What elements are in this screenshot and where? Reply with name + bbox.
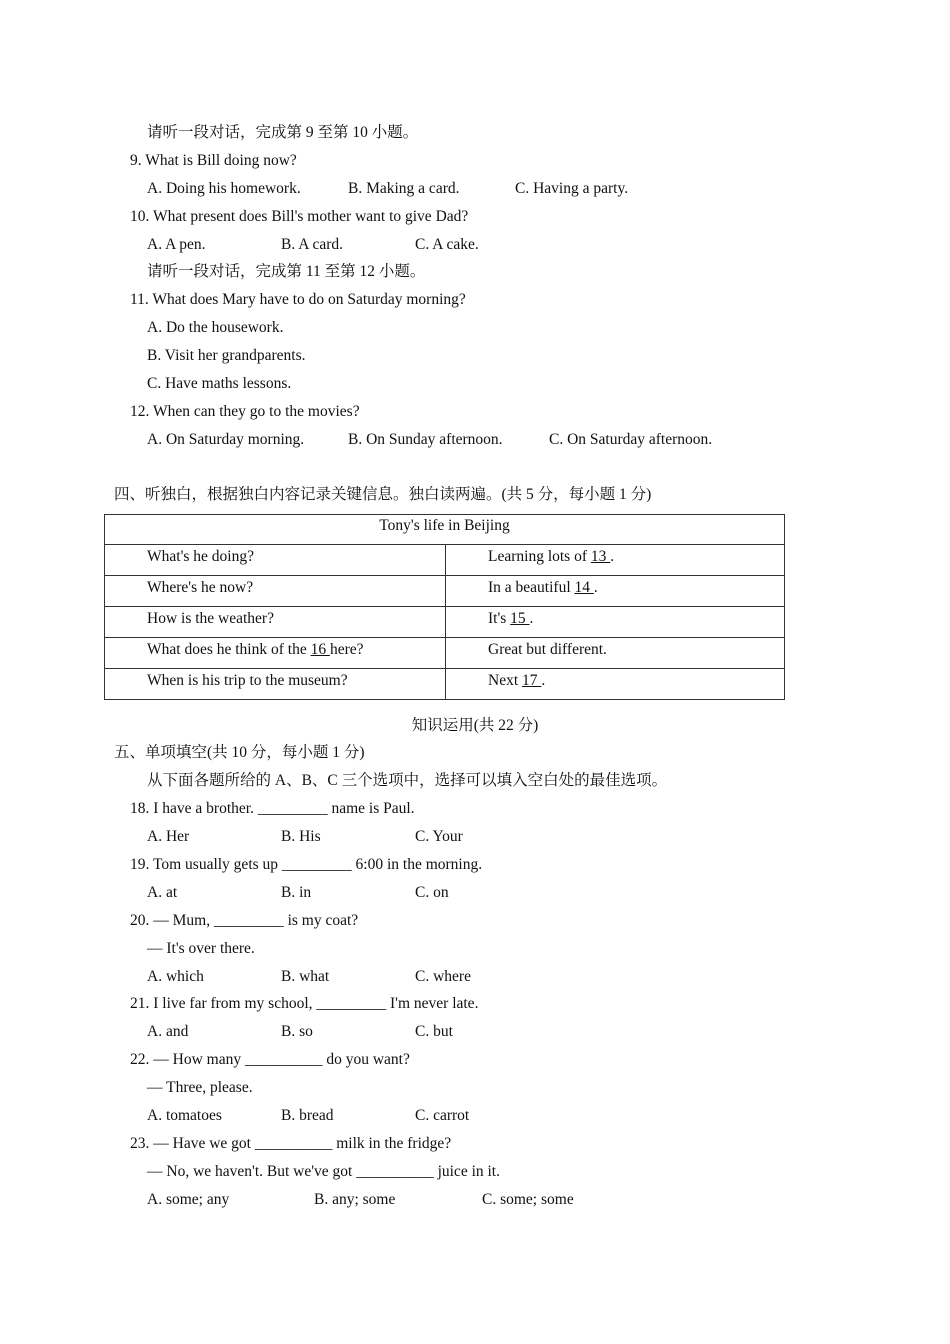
question-20: 20. — Mum, _________ is my coat? — [130, 912, 359, 929]
question-18: 18. I have a brother. _________ name is Paul. — [130, 800, 415, 817]
blank-15: 15 — [510, 610, 530, 627]
q23-option-a: A. some; any — [147, 1191, 230, 1208]
question-11: 11. What does Mary have to do on Saturday morning? — [130, 291, 466, 308]
q23-reply: — No, we haven't. But we've got __________ juice in it. — [147, 1163, 500, 1180]
q21-option-a: A. and — [147, 1023, 189, 1040]
q20-option-b: B. what — [281, 968, 330, 985]
table-answer: In a beautiful 14 . — [446, 576, 785, 607]
table-title-row — [105, 515, 785, 545]
q9-option-a: A. Doing his homework. — [147, 180, 301, 197]
q23-option-b: B. any; some — [314, 1191, 396, 1208]
blank-13: 13 — [590, 548, 611, 565]
table-question: What does he think of the 16 here? — [105, 638, 446, 669]
q21-option-c: C. but — [415, 1023, 453, 1040]
table-row — [105, 638, 785, 669]
question-10: 10. What present does Bill's mother want to give Dad? — [130, 208, 469, 225]
q9-option-c: C. Having a party. — [515, 180, 629, 197]
q19-option-a: A. at — [147, 884, 178, 901]
q22-reply: — Three, please. — [147, 1079, 253, 1096]
q11-option-a: A. Do the housework. — [147, 319, 284, 336]
section-4-heading: 四、听独白，根据独白内容记录关键信息。独白读两遍。(共 5 分，每小题 1 分) — [114, 486, 652, 503]
table-answer: It's 15 . — [446, 607, 785, 638]
section-5-heading: 五、单项填空(共 10 分，每小题 1 分) — [114, 744, 365, 761]
part-title: 知识运用(共 22 分) — [411, 717, 539, 734]
q11-option-c: C. Have maths lessons. — [147, 375, 292, 392]
q20-option-c: C. where — [415, 968, 471, 985]
q11-option-b: B. Visit her grandparents. — [147, 347, 306, 364]
question-19: 19. Tom usually gets up _________ 6:00 in the morning. — [130, 856, 483, 873]
q21-option-b: B. so — [281, 1023, 313, 1040]
question-12: 12. When can they go to the movies? — [130, 403, 360, 420]
q23-option-c: C. some; some — [482, 1191, 574, 1208]
q10-option-b: B. A card. — [281, 236, 343, 253]
table-question: How is the weather? — [105, 607, 446, 638]
table-question: When is his trip to the museum? — [105, 669, 446, 700]
table-row — [105, 669, 785, 700]
table-row — [105, 576, 785, 607]
blank-16: 16 — [310, 641, 330, 658]
q19-option-c: C. on — [415, 884, 449, 901]
question-21: 21. I live far from my school, _________ I'm never late. — [130, 995, 479, 1012]
q22-option-b: B. bread — [281, 1107, 334, 1124]
table-question: What's he doing? — [105, 545, 446, 576]
intro-9-10: 请听一段对话，完成第 9 至第 10 小题。 — [147, 124, 419, 141]
q10-option-a: A. A pen. — [147, 236, 206, 253]
q22-option-a: A. tomatoes — [147, 1107, 222, 1124]
q9-option-b: B. Making a card. — [348, 180, 460, 197]
table-row — [105, 545, 785, 576]
table-question: Where's he now? — [105, 576, 446, 607]
q18-option-a: A. Her — [147, 828, 190, 845]
q22-option-c: C. carrot — [415, 1107, 470, 1124]
q19-option-b: B. in — [281, 884, 312, 901]
q10-option-c: C. A cake. — [415, 236, 479, 253]
q18-option-b: B. His — [281, 828, 321, 845]
table-row — [105, 607, 785, 638]
q20-reply: — It's over there. — [147, 940, 255, 957]
q18-option-c: C. Your — [415, 828, 463, 845]
intro-11-12: 请听一段对话，完成第 11 至第 12 小题。 — [147, 263, 426, 280]
question-9: 9. What is Bill doing now? — [130, 152, 297, 169]
table-answer: Great but different. — [446, 638, 785, 669]
q12-option-a: A. On Saturday morning. — [147, 431, 305, 448]
blank-17: 17 — [522, 672, 542, 689]
section-5-instruction: 从下面各题所给的 A、B、C 三个选项中，选择可以填入空白处的最佳选项。 — [147, 772, 668, 789]
table-answer: Next 17 . — [446, 669, 785, 700]
blank-14: 14 — [574, 579, 594, 596]
info-table — [104, 514, 785, 700]
q12-option-b: B. On Sunday afternoon. — [348, 431, 503, 448]
question-22: 22. — How many __________ do you want? — [130, 1051, 410, 1068]
table-title: Tony's life in Beijing — [105, 515, 785, 545]
q20-option-a: A. which — [147, 968, 204, 985]
question-23: 23. — Have we got __________ milk in the fridge? — [130, 1135, 452, 1152]
table-answer: Learning lots of 13 . — [446, 545, 785, 576]
q12-option-c: C. On Saturday afternoon. — [549, 431, 713, 448]
